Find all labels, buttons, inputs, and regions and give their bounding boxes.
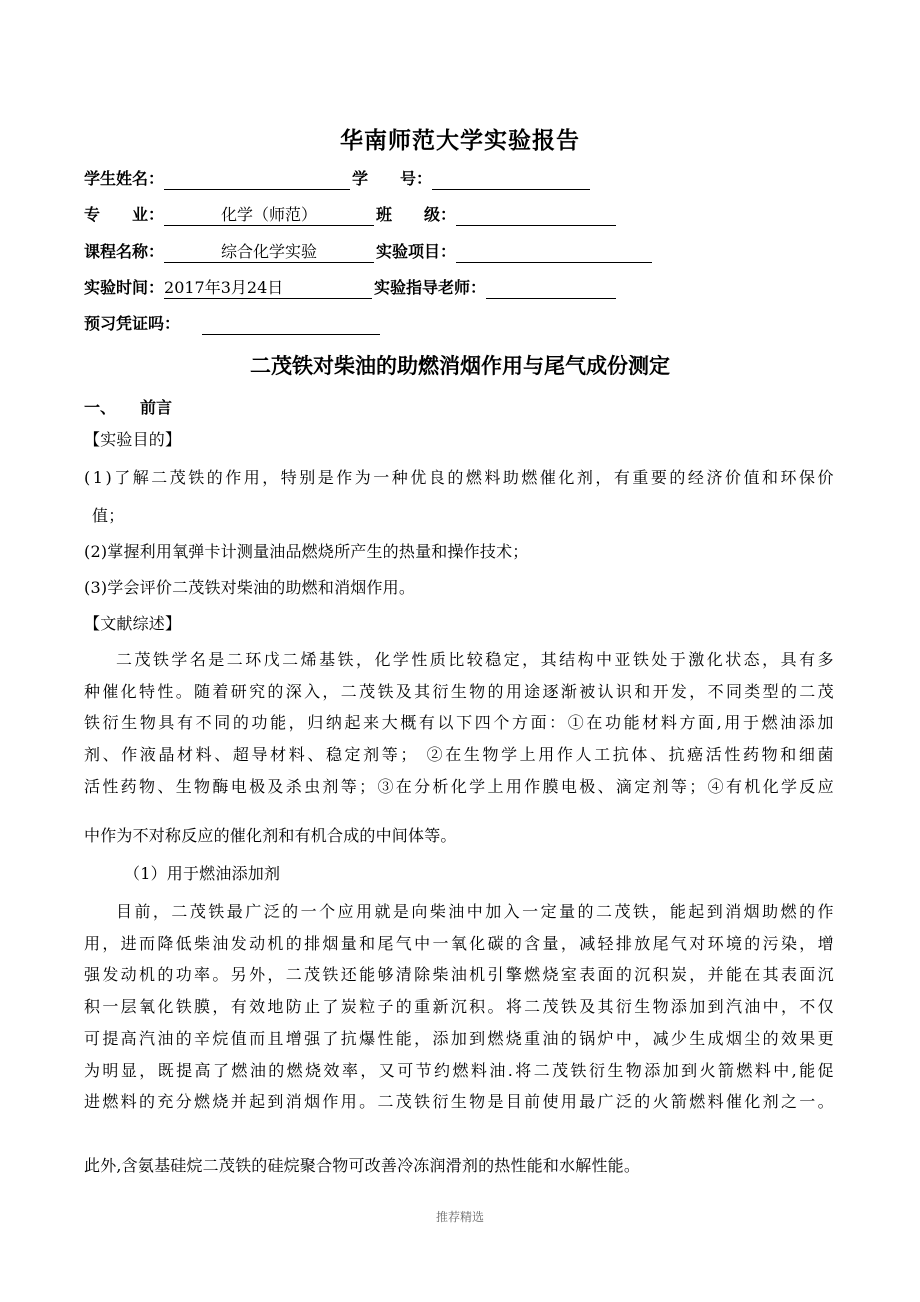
major-field[interactable]: 化学（师范） [164,203,374,226]
purpose-item-1 [84,462,836,494]
purpose-item-1-line: (1)了解二茂铁的作用，特别是作为一种优良的燃料助燃催化剂，有重要的经济价值和环保价 [84,468,836,487]
page-footer: 推荐精选 [435,1210,484,1224]
course-field[interactable]: 综合化学实验 [164,240,374,263]
review-p1-line: 铁衍生物具有不同的功能，归纳起来大概有以下四个方面：①在功能材料方面,用于燃油添加 [84,713,836,733]
student-name-field[interactable] [164,167,350,190]
course-label: 课程名称： [84,242,165,261]
major-label: 专 业： [84,205,165,224]
form-row-preview [84,312,380,336]
form-row-course [84,240,652,264]
time-label: 实验时间： [84,278,165,297]
purpose-heading: 【实验目的】 [84,430,182,449]
document-title: 二茂铁对柴油的助燃消烟作用与尾气成份测定 [250,354,670,378]
review-paragraph-1 [84,644,836,803]
review-p2-line: 用，进而降低柴油发动机的排烟量和尾气中一氧化碳的含量，减轻排放尾气对环境的污染，增 [84,933,836,953]
student-id-label: 学 号： [352,169,433,188]
class-field[interactable] [456,203,616,226]
teacher-field[interactable] [486,276,616,299]
section-title: 前言 [140,398,173,417]
review-paragraph-2 [84,896,836,1118]
review-p2-line: 为明显，既提高了燃油的燃烧效率，又可节约燃料油.将二茂铁衍生物添加到火箭燃料中,能促 [84,1060,836,1080]
form-row-time [84,276,616,300]
review-p1-line: 剂、作液晶材料、超导材料、稳定剂等； ②在生物学上用作人工抗体、抗癌活性药物和细菌 [84,745,836,765]
review-p1-line: 种催化特性。随着研究的深入，二茂铁及其衍生物的用途逐渐被认识和开发，不同类型的二茂 [84,681,836,701]
form-row-major [84,203,616,227]
section-number: 一、 [84,398,117,417]
review-heading: 【文献综述】 [84,614,182,633]
student-name-label: 学生姓名： [84,169,165,188]
preview-label: 预习凭证吗： [84,314,181,333]
review-p1-last-line: 中作为不对称反应的催化剂和有机合成的中间体等。 [84,826,457,845]
purpose-item-3: (3)学会评价二茂铁对柴油的助燃和消烟作用。 [84,578,416,597]
project-label: 实验项目： [376,242,457,261]
review-p1-line: 二茂铁学名是二环戊二烯基铁，化学性质比较稳定，其结构中亚铁处于激化状态，具有多 [116,650,836,669]
form-row-student [84,167,590,191]
review-p2-line: 可提高汽油的辛烷值而且增强了抗爆性能，添加到燃烧重油的锅炉中，减少生成烟尘的效果更 [84,1028,836,1048]
subheading-fuel-additive: （1）用于燃油添加剂 [124,864,281,883]
review-p1-line: 活性药物、生物酶电极及杀虫剂等；③在分析化学上用作膜电极、滴定剂等；④有机化学反应 [84,776,836,796]
preview-field[interactable] [202,312,380,335]
project-field[interactable] [456,240,652,263]
purpose-item-1-cont: 值； [92,506,125,525]
student-id-field[interactable] [432,167,590,190]
section-heading [84,395,172,418]
review-p2-line: 目前，二茂铁最广泛的一个应用就是向柴油中加入一定量的二茂铁，能起到消烟助燃的作 [116,902,836,921]
review-p2-line: 进燃料的充分燃烧并起到消烟作用。二茂铁衍生物是目前使用最广泛的火箭燃料催化剂之一。 [84,1092,836,1112]
class-label: 班 级： [376,205,457,224]
report-title: 华南师范大学实验报告 [340,128,580,154]
teacher-label: 实验指导老师： [374,278,487,297]
purpose-item-2: (2)掌握利用氧弹卡计测量油品燃烧所产生的热量和操作技术； [84,542,529,561]
review-p2-line: 积一层氧化铁膜，有效地防止了炭粒子的重新沉积。将二茂铁及其衍生物添加到汽油中，不仅 [84,997,836,1017]
review-p2-line: 强发动机的功率。另外，二茂铁还能够清除柴油机引擎燃烧室表面的沉积炭，并能在其表面沉 [84,965,836,985]
time-field[interactable]: 2017年3月24日 [164,276,372,299]
review-p2-last-line: 此外,含氨基硅烷二茂铁的硅烷聚合物可改善冷冻润滑剂的热性能和水解性能。 [84,1156,641,1175]
